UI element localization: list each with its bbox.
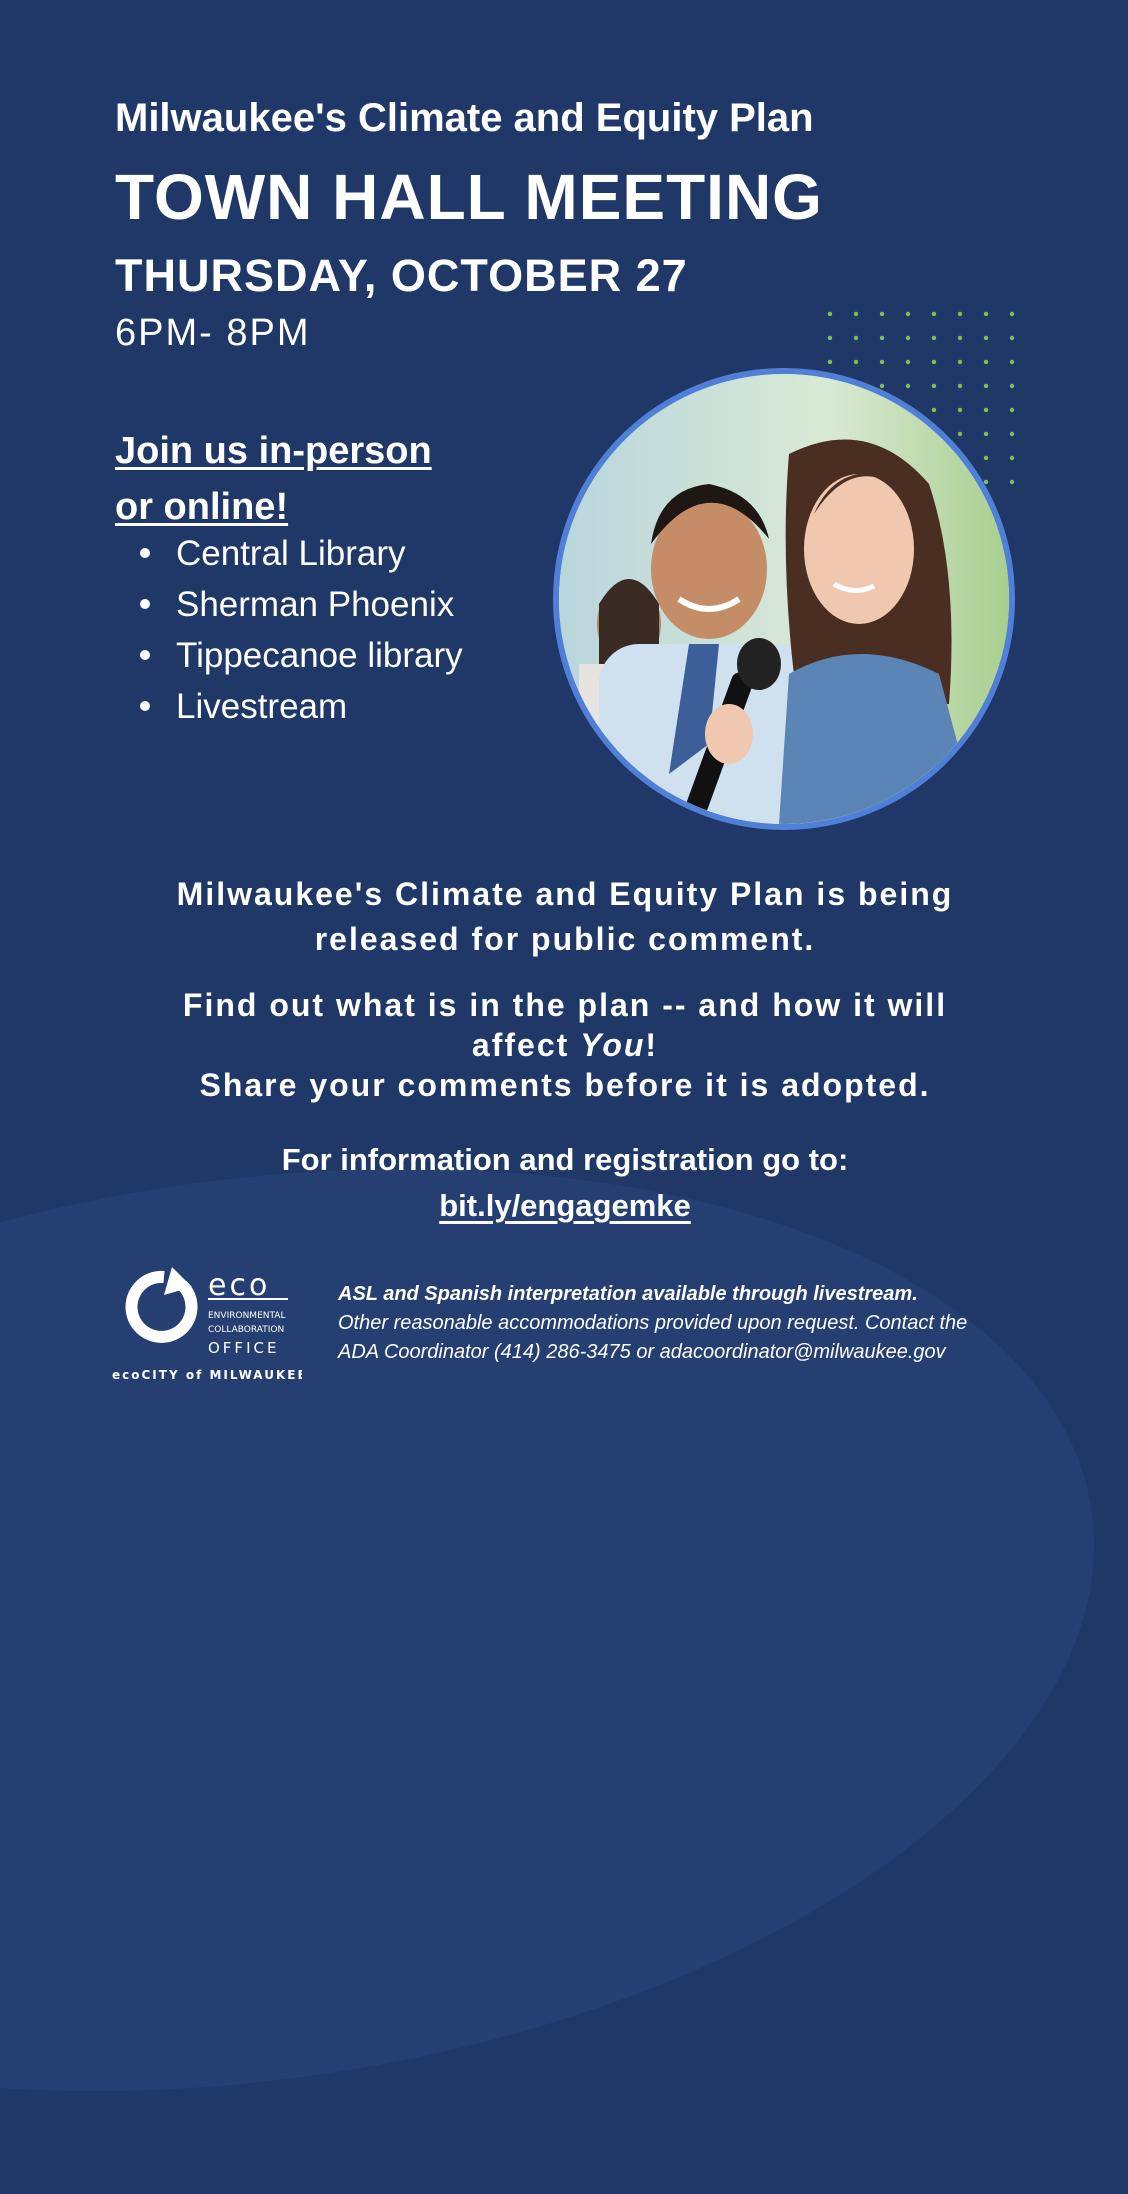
logo-eco-text: eco	[208, 1268, 271, 1303]
decorative-dot	[828, 312, 832, 316]
decorative-dot	[932, 312, 936, 316]
event-date: THURSDAY, OCTOBER 27	[115, 250, 688, 301]
decorative-dot	[958, 432, 962, 436]
decorative-dot	[880, 384, 884, 388]
decorative-dot	[1010, 312, 1014, 316]
decorative-dot	[1010, 480, 1014, 484]
decorative-dot	[984, 432, 988, 436]
event-title: TOWN HALL MEETING	[115, 161, 823, 233]
location-item: Sherman Phoenix	[140, 579, 463, 630]
find-out-text	[60, 985, 1070, 1105]
accessibility-line2: Other reasonable accommodations provided upon request. Contact the	[338, 1312, 968, 1334]
decorative-dot	[906, 336, 910, 340]
decorative-dot	[854, 336, 858, 340]
decorative-dot	[1010, 384, 1014, 388]
decorative-dot	[906, 312, 910, 316]
decorative-dot	[932, 336, 936, 340]
decorative-dot	[906, 360, 910, 364]
location-item: Central Library	[140, 528, 463, 579]
decorative-dot	[958, 336, 962, 340]
event-time: 6PM- 8PM	[115, 312, 311, 354]
decorative-dot	[984, 336, 988, 340]
decorative-dot	[984, 360, 988, 364]
release-line1: Milwaukee's Climate and Equity Plan is being	[176, 876, 954, 912]
decorative-dot	[1010, 408, 1014, 412]
decorative-dot	[880, 360, 884, 364]
decorative-dot	[958, 312, 962, 316]
decorative-dot	[828, 360, 832, 364]
accessibility-line3: ADA Coordinator (414) 286-3475 or adacoordinator@milwaukee.gov	[338, 1341, 946, 1363]
location-item: Tippecanoe library	[140, 630, 463, 681]
decorative-dot	[984, 312, 988, 316]
location-item: Livestream	[140, 681, 463, 732]
find-line2-emphasis: You	[580, 1027, 646, 1063]
decorative-dot	[984, 456, 988, 460]
join-heading-line1: Join us in-person	[115, 430, 432, 472]
logo-line2: COLLABORATION	[208, 1325, 285, 1335]
eco-office-logo	[112, 1265, 302, 1395]
decorative-dot	[906, 384, 910, 388]
join-heading	[115, 423, 432, 535]
find-line2	[60, 1025, 1070, 1065]
find-line1: Find out what is in the plan -- and how it will	[182, 987, 948, 1023]
decorative-dot	[932, 384, 936, 388]
decorative-dot	[854, 360, 858, 364]
event-photo	[553, 368, 1015, 830]
decorative-dot	[880, 312, 884, 316]
decorative-dot	[1010, 456, 1014, 460]
decorative-dot	[932, 408, 936, 412]
decorative-dot	[1010, 432, 1014, 436]
decorative-dot	[958, 408, 962, 412]
release-line2: released for public comment.	[314, 921, 816, 957]
location-list	[140, 528, 463, 732]
logo-line1: ENVIRONMENTAL	[208, 1311, 286, 1321]
decorative-dot	[854, 312, 858, 316]
find-line2-suffix: !	[645, 1027, 659, 1063]
decorative-dot	[1010, 360, 1014, 364]
accessibility-line1: ASL and Spanish interpretation available through livestream.	[338, 1283, 918, 1305]
background-sweep	[0, 1066, 1128, 2194]
logo-city-text: ecoCITY of MILWAUKEE	[112, 1368, 302, 1382]
release-announcement	[60, 872, 1070, 962]
event-subtitle: Milwaukee's Climate and Equity Plan	[115, 96, 814, 140]
decorative-dot	[958, 360, 962, 364]
decorative-dot	[984, 408, 988, 412]
registration-info: For information and registration go to:	[281, 1142, 849, 1177]
decorative-dot	[958, 384, 962, 388]
find-line3: Share your comments before it is adopted.	[199, 1067, 931, 1103]
join-heading-line2: or online!	[115, 486, 289, 528]
people-photo-illustration	[559, 374, 1009, 824]
decorative-dot	[828, 336, 832, 340]
refresh-arrow-icon	[131, 1267, 192, 1337]
find-line2-prefix: affect	[471, 1027, 581, 1063]
logo-line3: OFFICE	[208, 1339, 280, 1357]
accessibility-notice	[338, 1280, 967, 1367]
registration-link[interactable]: bit.ly/engagemke	[439, 1188, 691, 1223]
decorative-dot	[984, 384, 988, 388]
decorative-dot	[880, 336, 884, 340]
decorative-dot	[1010, 336, 1014, 340]
decorative-dot	[932, 360, 936, 364]
